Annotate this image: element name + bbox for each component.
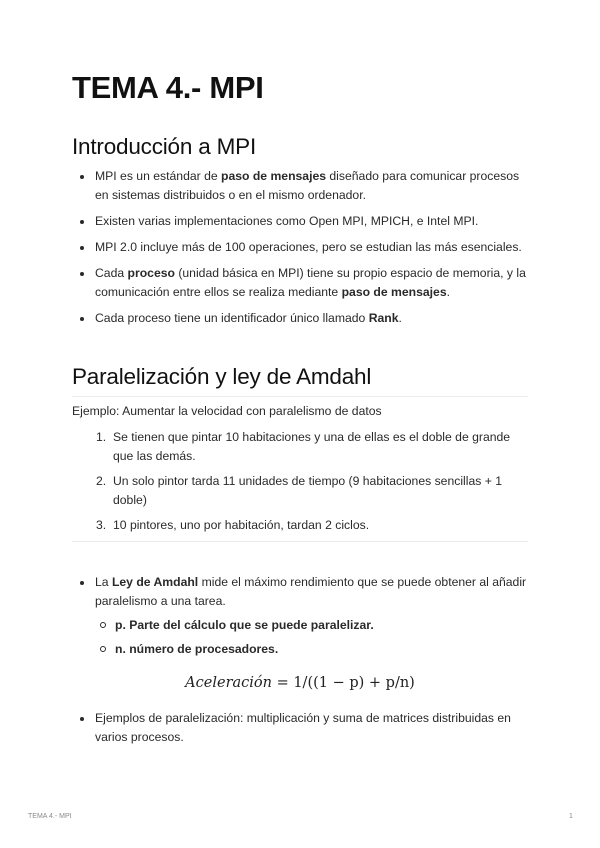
footer-page-number: 1 [569,813,573,820]
bullet-icon [80,581,84,585]
sub-bullet-icon [100,622,106,628]
footer-title: TEMA 4.- MPI [28,813,72,820]
bullet-icon [80,246,84,250]
example-intro: Ejemplo: Aumentar la velocidad con paralelismo de datos [72,404,382,418]
list-item: n. número de procesadores. [72,640,528,659]
list-item: 3. 10 pintores, uno por habitación, tardan 2 ciclos. [96,518,370,532]
section-heading-intro: Introducción a MPI [72,134,256,159]
list-item: Cada proceso (unidad básica en MPI) tiene su propio espacio de memoria, y la comunicación entre ellos se realiza mediante paso de mensajes. [72,264,528,302]
bullet-icon [80,717,84,721]
list-item: p. Parte del cálculo que se puede paralelizar. [72,616,528,635]
bullet-icon [80,175,84,179]
page-title: TEMA 4.- MPI [72,70,264,105]
amdahl-variables-list [95,616,528,659]
section-divider [72,396,528,397]
bullet-icon [80,220,84,224]
list-item: Ejemplos de paralelización: multiplicación y suma de matrices distribuidas en varios procesos. [72,709,528,747]
list-item: Existen varias implementaciones como Open MPI, MPICH, e Intel MPI. [72,212,528,231]
amdahl-bullet-list [72,573,528,666]
list-item: Cada proceso tiene un identificador único llamado Rank. [72,309,528,328]
sub-bullet-icon [100,646,106,652]
amdahl-formula: Aceleración = 1/((1 − p) + p/n) [185,675,415,691]
intro-bullet-list [72,167,528,335]
list-item: 2. Un solo pintor tarda 11 unidades de tiempo (9 habitaciones sencillas + 1 doble) [96,474,502,507]
examples-bullet-list [72,709,528,754]
section-heading-amdahl: Paralelización y ley de Amdahl [72,364,372,389]
list-item: 1. Se tienen que pintar 10 habitaciones y una de ellas es el doble de grande que las demás. [96,430,511,463]
bullet-icon [80,272,84,276]
bullet-icon [80,317,84,321]
block-divider [72,541,528,542]
list-item: MPI es un estándar de paso de mensajes diseñado para comunicar procesos en sistemas distribuidos o en el mismo ordenador. [72,167,528,205]
example-steps-list [72,428,528,541]
list-item: La Ley de Amdahl mide el máximo rendimiento que se puede obtener al añadir paralelismo a una tarea. p. Parte del cálculo que se puede paralelizar. n. número de procesadores. [72,573,528,659]
list-item: MPI 2.0 incluye más de 100 operaciones, pero se estudian las más esenciales. [72,238,528,257]
